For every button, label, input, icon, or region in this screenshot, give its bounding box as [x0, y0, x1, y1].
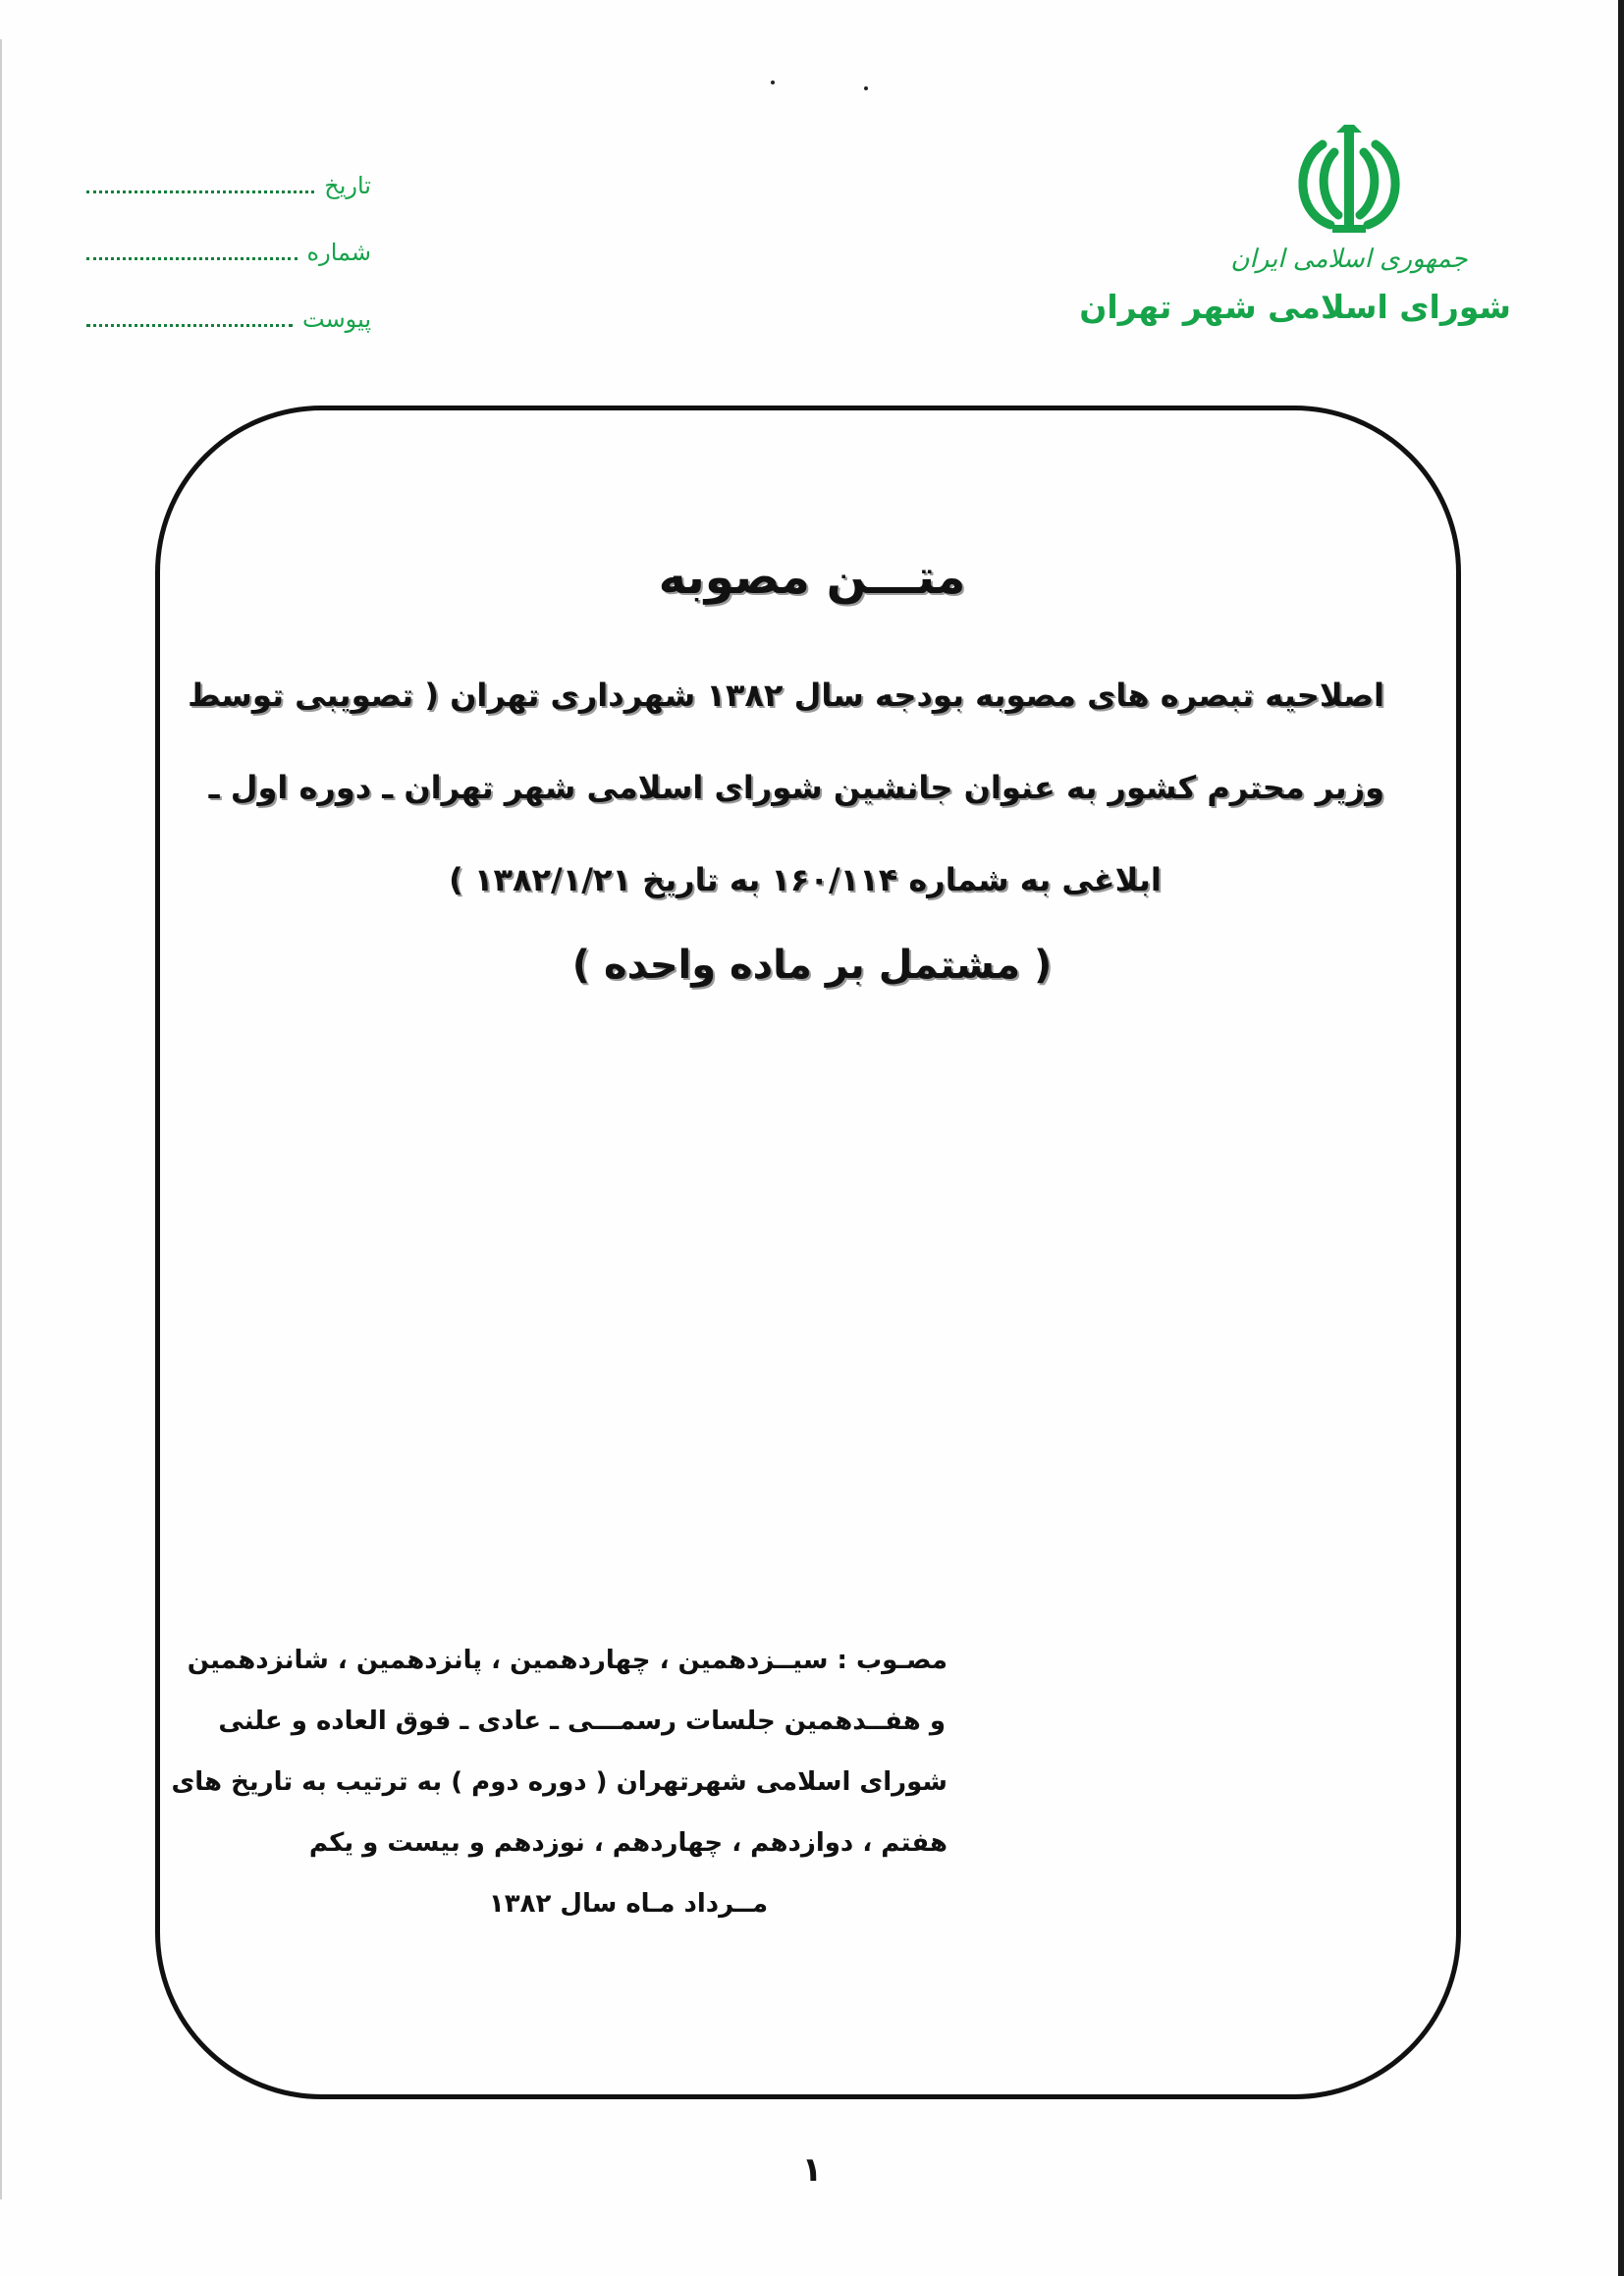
document-scope: ( مشتمل بر ماده واحده )	[571, 943, 1053, 988]
scan-speck	[771, 81, 775, 84]
council-name: شورای اسلامی شهر تهران	[1079, 288, 1511, 326]
approval-line: شورای اسلامی شهرتهران ( دوره دوم ) به ترتیب به تاریخ های	[171, 1767, 947, 1797]
document-title: متـــن مصوبه	[658, 550, 966, 605]
subtitle-line: وزیر محترم کشور به عنوان جانشین شورای اسلامی شهر تهران ـ دوره اول ـ	[208, 769, 1384, 806]
document-subtitle	[188, 666, 1384, 943]
page-number: ۱	[801, 2150, 823, 2190]
scan-speck	[864, 86, 868, 90]
date-line	[86, 173, 314, 193]
scan-edge-right	[1618, 0, 1624, 2276]
approval-block	[171, 1630, 947, 1934]
approval-line: مصـوب : سیــزدهمین ، چهاردهمین ، پانزدهمین ، شانزدهمین	[187, 1646, 947, 1675]
attachment-label: پیوست	[302, 305, 371, 333]
number-line	[86, 240, 298, 260]
meta-fields	[86, 172, 371, 372]
iran-emblem-icon	[1285, 123, 1413, 241]
attachment-line	[86, 306, 293, 327]
approval-line: هفتم ، دوازدهم ، چهاردهم ، نوزدهم و بیست و یکم	[308, 1828, 947, 1858]
number-row	[86, 239, 371, 305]
approval-line: مــرداد مـاه سال ۱۳۸۲	[488, 1889, 769, 1919]
attachment-row	[86, 305, 371, 372]
subtitle-line: اصلاحیه تبصره های مصوبه بودجه سال ۱۳۸۲ شهرداری تهران ( تصویبی توسط	[188, 677, 1384, 714]
scan-edge-left	[0, 39, 2, 2199]
letterhead	[1079, 123, 1511, 326]
date-row	[86, 172, 371, 239]
number-label: شماره	[306, 239, 371, 266]
approval-line: و هفــدهمین جلسات رسمـــی ـ عادی ـ فوق العاده و علنی	[218, 1707, 946, 1736]
date-label: تاریخ	[324, 172, 371, 199]
subtitle-line: ابلاغی به شماره ۱۶۰/۱۱۴ به تاریخ ۱۳۸۲/۱/۲۱ )	[449, 861, 1162, 898]
republic-name: جمهوری اسلامی ایران	[1230, 244, 1468, 274]
